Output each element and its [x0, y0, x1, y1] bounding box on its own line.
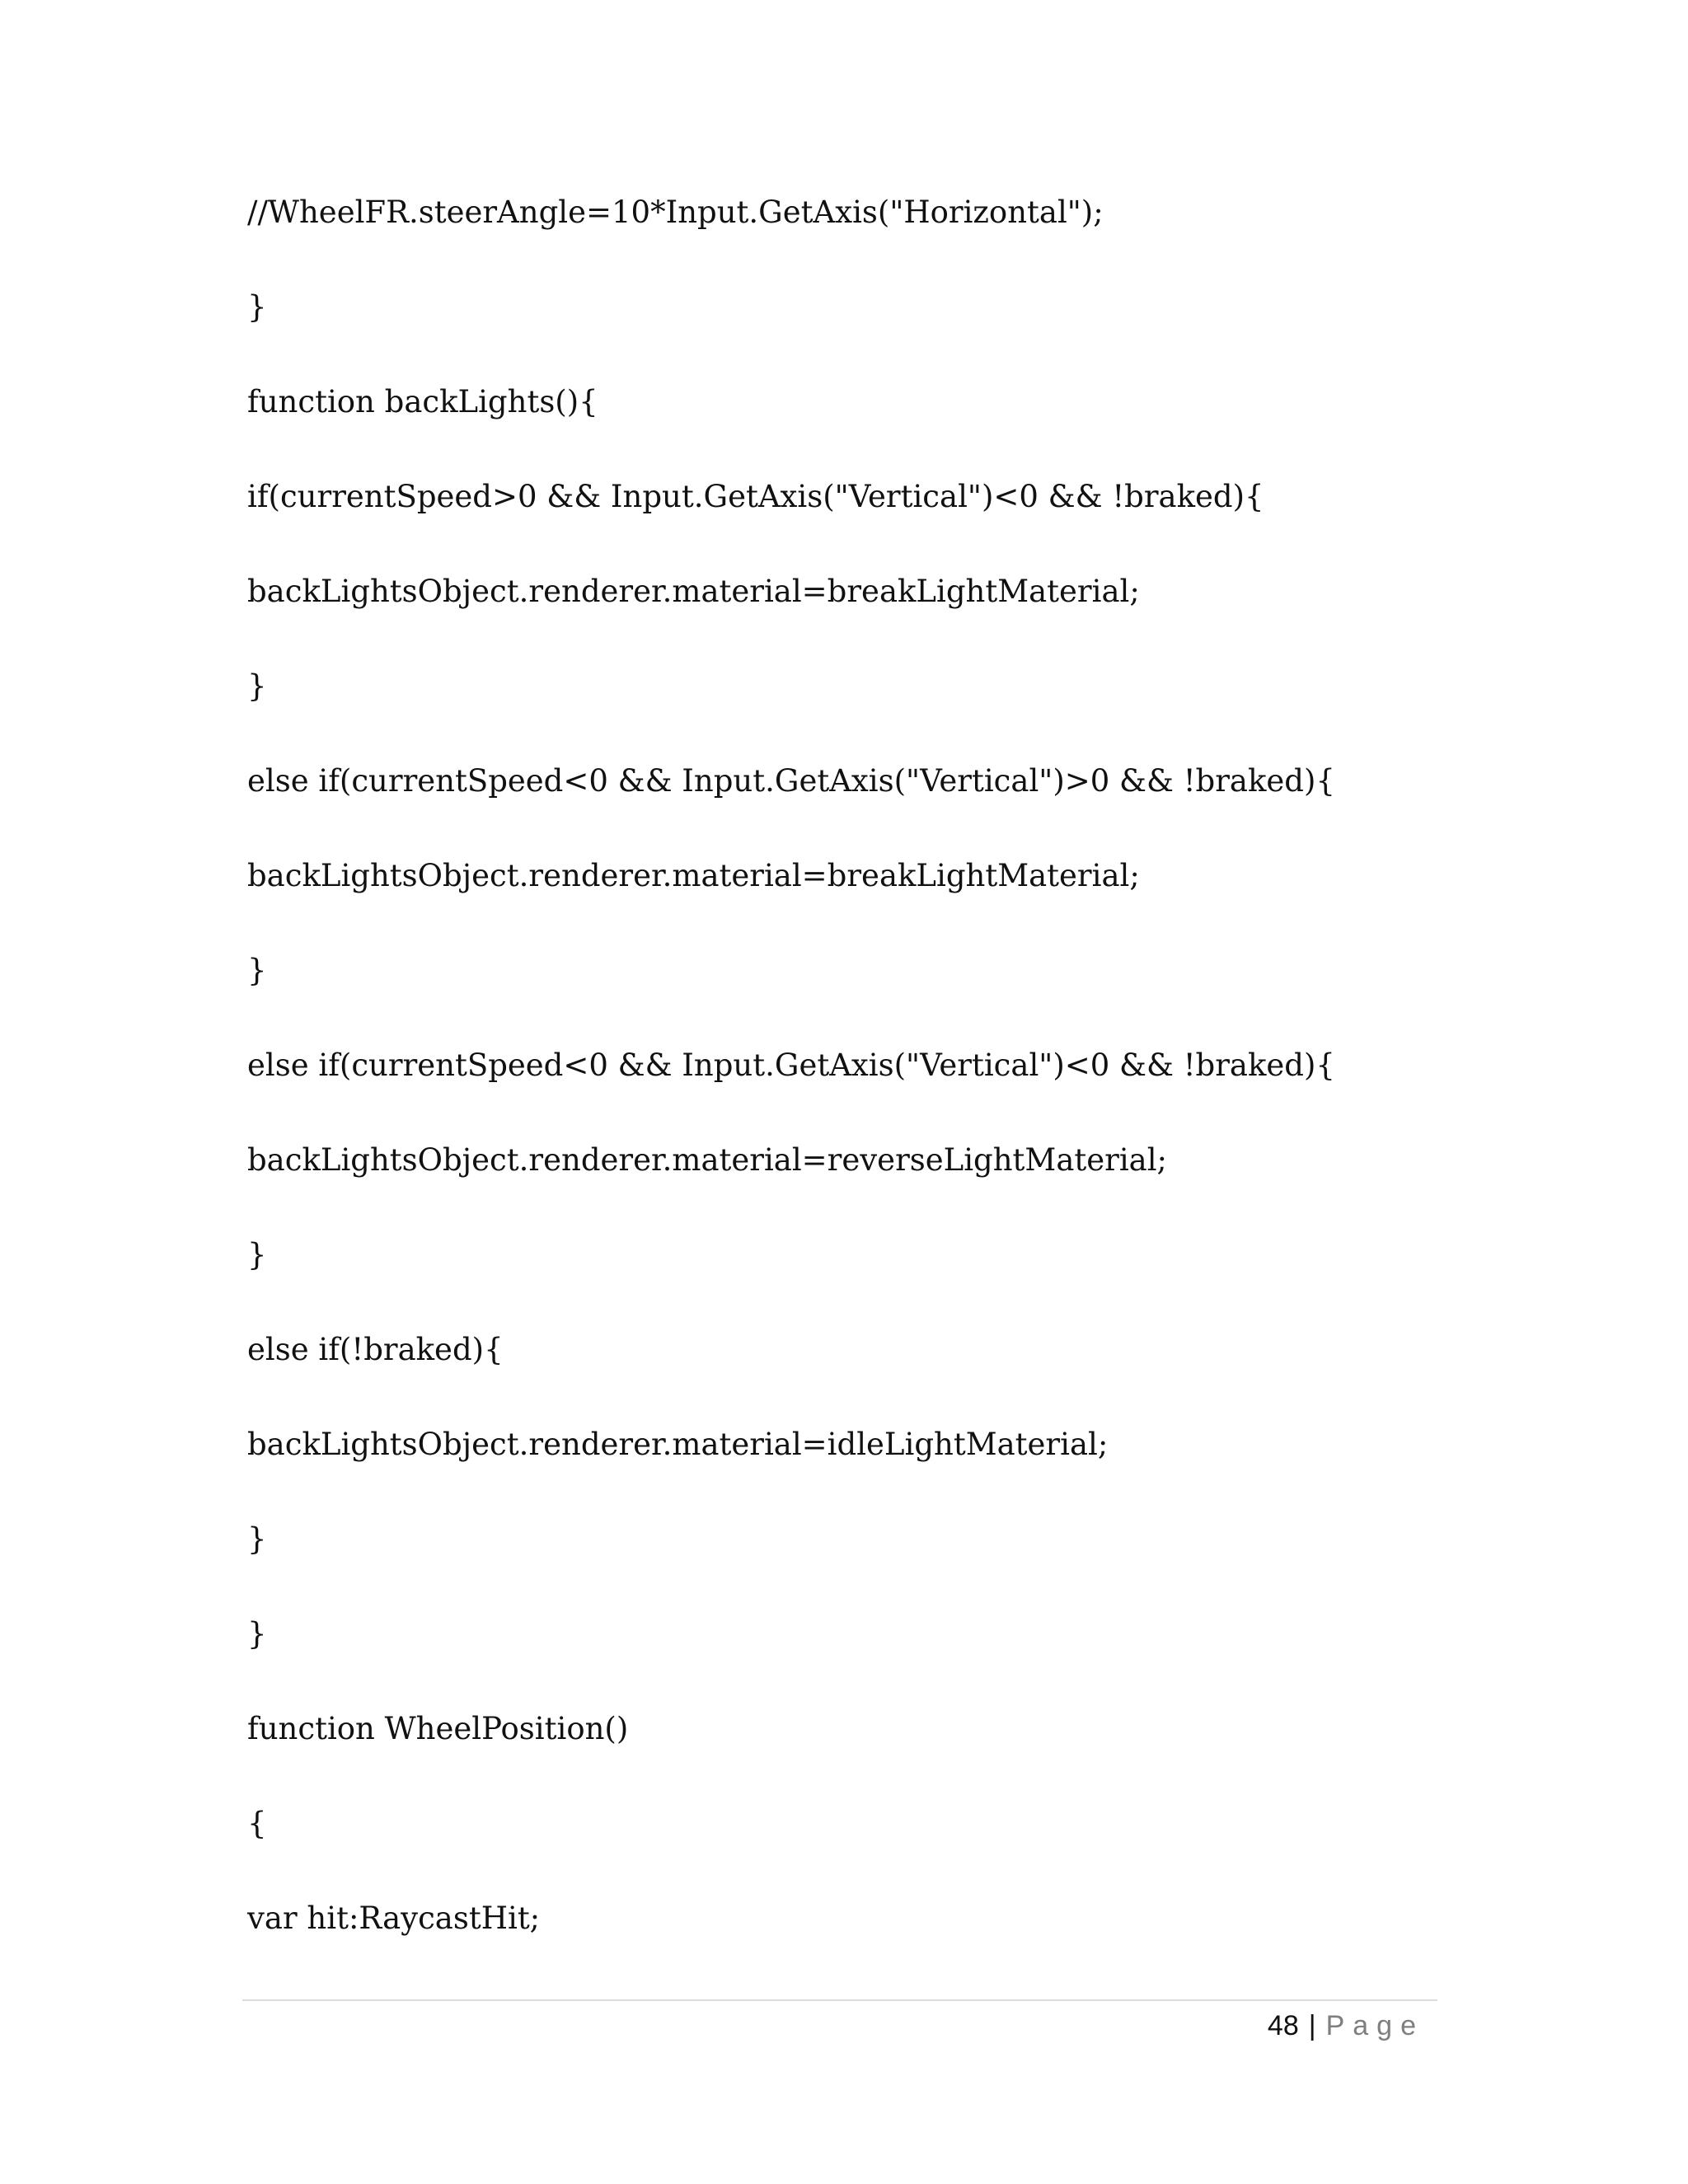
code-line: function backLights(){ [247, 384, 598, 419]
code-line: var hit:RaycastHit; [247, 1900, 541, 1936]
footer-divider [242, 1999, 1437, 2001]
code-line: else if(currentSpeed<0 && Input.GetAxis("Vertical")>0 && !braked){ [247, 763, 1335, 799]
code-line: else if(!braked){ [247, 1332, 504, 1367]
code-line: } [247, 1521, 267, 1557]
code-line: backLightsObject.renderer.material=breakLightMaterial; [247, 858, 1140, 893]
code-line: } [247, 668, 267, 704]
code-line: } [247, 289, 267, 325]
code-line: backLightsObject.renderer.material=breakLightMaterial; [247, 574, 1140, 609]
code-line: function WheelPosition() [247, 1711, 629, 1746]
code-line: } [247, 953, 267, 988]
page-label: Page [1325, 2009, 1424, 2041]
page-footer [1268, 2001, 1424, 2050]
code-line: backLightsObject.renderer.material=reverseLightMaterial; [247, 1142, 1168, 1178]
code-line: { [247, 1806, 267, 1841]
code-line: else if(currentSpeed<0 && Input.GetAxis("Vertical")<0 && !braked){ [247, 1047, 1335, 1083]
footer-separator: | [1308, 2009, 1316, 2041]
page-number: 48 [1267, 2009, 1299, 2041]
code-line: if(currentSpeed>0 && Input.GetAxis("Vertical")<0 && !braked){ [247, 479, 1264, 514]
code-line: } [247, 1237, 267, 1272]
code-line: backLightsObject.renderer.material=idleLightMaterial; [247, 1427, 1109, 1462]
code-line: } [247, 1616, 267, 1652]
code-line: //WheelFR.steerAngle=10*Input.GetAxis("Horizontal"); [247, 194, 1104, 230]
